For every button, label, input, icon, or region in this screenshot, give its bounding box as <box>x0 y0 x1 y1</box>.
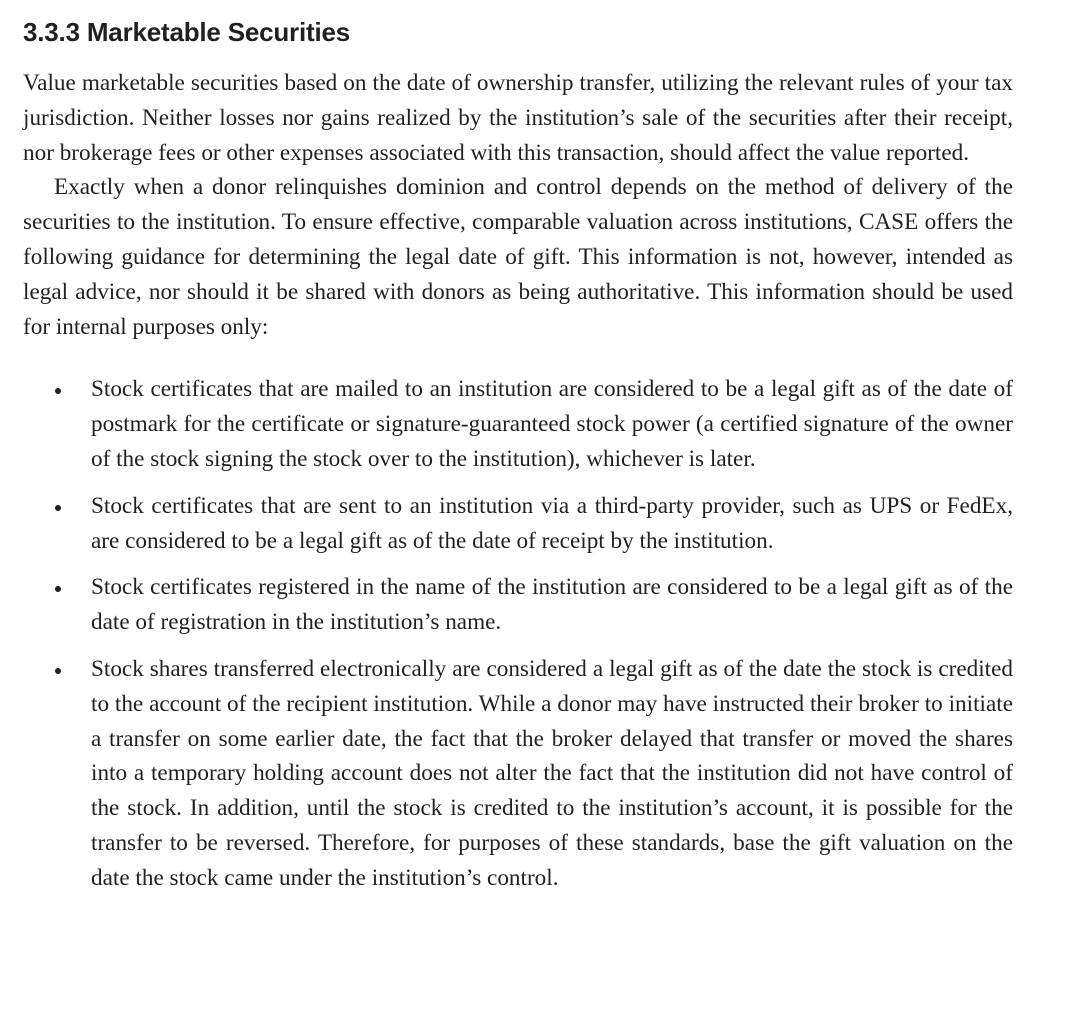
list-item-text: Stock certificates registered in the name of the institution are considered to be a legal gift as of the date of registration in the institution’s name. <box>91 574 1013 636</box>
list-item <box>23 489 1013 559</box>
bullet-icon <box>55 505 61 511</box>
body-paragraph: Value marketable securities based on the date of ownership transfer, utilizing the relevant rules of your tax jurisdiction. Neither losses nor gains realized by the institution’s sale of the securities after their receipt, nor brokerage fees or other expenses associated with this transaction, should affect the value reported. <box>23 70 1013 166</box>
list-item <box>23 372 1013 476</box>
bullet-icon <box>55 668 61 674</box>
bullet-list <box>23 372 1013 895</box>
bullet-icon <box>55 586 61 592</box>
list-item-text: Stock shares transferred electronically are considered a legal gift as of the date the stock is credited to the account of the recipient institution. While a donor may have instructed their broker to initiate a transfer on some earlier date, the fact that the broker delayed that transfer or moved the shares into a temporary holding account does not alter the fact that the institution did not have control of the stock. In addition, until the stock is credited to the institution’s account, it is possible for the transfer to be reversed. Therefore, for purposes of these standards, base the gift valuation on the date the stock came under the institution’s control. <box>91 655 1013 891</box>
document-page <box>23 14 1013 908</box>
list-item-text: Stock certificates that are sent to an institution via a third-party provider, such as UPS or FedEx, are considered to be a legal gift as of the date of receipt by the institution. <box>91 492 1013 554</box>
list-item <box>23 652 1013 896</box>
bullet-icon <box>55 388 61 394</box>
section-heading: 3.3.3 Marketable Securities <box>23 17 351 47</box>
list-item <box>23 570 1013 640</box>
list-item-text: Stock certificates that are mailed to an institution are considered to be a legal gift as of the date of postmark for the certificate or signature-guaranteed stock power (a certified signature of the owner of the stock signing the stock over to the institution), whichever is later. <box>91 376 1013 472</box>
body-paragraph: Exactly when a donor relinquishes dominion and control depends on the method of delivery of the securities to the institution. To ensure effective, comparable valuation across institutions, CASE offers the following guidance for determining the legal date of gift. This information is not, however, intended as legal advice, nor should it be shared with donors as being authoritative. This information should be used for internal purposes only: <box>23 174 1013 340</box>
